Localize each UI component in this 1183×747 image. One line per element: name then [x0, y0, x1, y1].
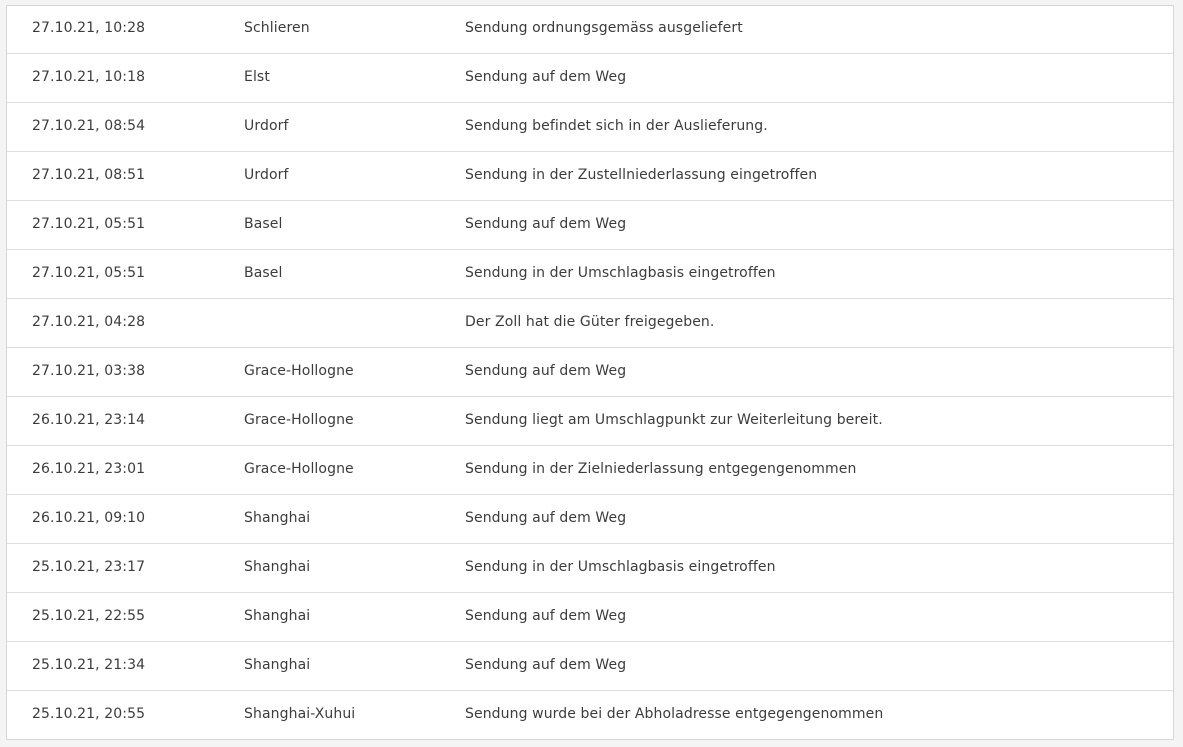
event-status: Sendung in der Zielniederlassung entgegengenommen: [465, 461, 857, 477]
event-datetime: 27.10.21, 10:28: [32, 20, 146, 36]
event-status: Sendung auf dem Weg: [465, 510, 627, 526]
event-location: Shanghai: [244, 657, 311, 673]
event-datetime: 27.10.21, 08:54: [32, 118, 146, 134]
event-location: Basel: [244, 216, 283, 232]
event-location: Schlieren: [244, 20, 310, 36]
table-row: [7, 397, 1173, 446]
event-status: Sendung in der Umschlagbasis eingetroffen: [465, 265, 776, 281]
event-datetime: 27.10.21, 08:51: [32, 167, 146, 183]
table-top-border: [6, 5, 1174, 6]
event-location: Grace-Hollogne: [244, 412, 354, 428]
event-status: Sendung wurde bei der Abholadresse entgegengenommen: [465, 706, 884, 722]
event-status: Sendung auf dem Weg: [465, 69, 627, 85]
event-status: Sendung in der Umschlagbasis eingetroffen: [465, 559, 776, 575]
event-datetime: 25.10.21, 22:55: [32, 608, 146, 624]
table-row: [7, 152, 1173, 201]
event-datetime: 27.10.21, 05:51: [32, 216, 146, 232]
table-row: [7, 593, 1173, 642]
table-row: [7, 495, 1173, 544]
table-row: [7, 544, 1173, 593]
table-row: [7, 54, 1173, 103]
tracking-history-table: [6, 5, 1174, 740]
event-status: Sendung auf dem Weg: [465, 363, 627, 379]
event-status: Sendung liegt am Umschlagpunkt zur Weiterleitung bereit.: [465, 412, 883, 428]
event-location: Shanghai-Xuhui: [244, 706, 356, 722]
event-location: Shanghai: [244, 559, 311, 575]
event-status: Sendung auf dem Weg: [465, 657, 627, 673]
table-row: [7, 642, 1173, 691]
event-location: Urdorf: [244, 167, 289, 183]
event-datetime: 25.10.21, 21:34: [32, 657, 146, 673]
table-row: [7, 691, 1173, 740]
event-location: Elst: [244, 69, 270, 85]
event-location: Shanghai: [244, 608, 311, 624]
event-status: Sendung auf dem Weg: [465, 608, 627, 624]
table-row: [7, 250, 1173, 299]
event-datetime: 26.10.21, 23:14: [32, 412, 146, 428]
table-row: [7, 348, 1173, 397]
event-location: Urdorf: [244, 118, 289, 134]
table-row: [7, 201, 1173, 250]
event-location: Grace-Hollogne: [244, 461, 354, 477]
event-location: Grace-Hollogne: [244, 363, 354, 379]
event-datetime: 25.10.21, 23:17: [32, 559, 146, 575]
event-datetime: 27.10.21, 04:28: [32, 314, 146, 330]
table-row: [7, 103, 1173, 152]
table-row: [7, 5, 1173, 54]
table-row: [7, 299, 1173, 348]
event-datetime: 27.10.21, 05:51: [32, 265, 146, 281]
event-datetime: 25.10.21, 20:55: [32, 706, 146, 722]
event-status: Der Zoll hat die Güter freigegeben.: [465, 314, 715, 330]
table-row: [7, 446, 1173, 495]
event-datetime: 27.10.21, 03:38: [32, 363, 146, 379]
event-datetime: 26.10.21, 09:10: [32, 510, 146, 526]
event-status: Sendung ordnungsgemäss ausgeliefert: [465, 20, 743, 36]
event-location: Basel: [244, 265, 283, 281]
event-datetime: 27.10.21, 10:18: [32, 69, 146, 85]
event-status: Sendung in der Zustellniederlassung eingetroffen: [465, 167, 818, 183]
event-status: Sendung auf dem Weg: [465, 216, 627, 232]
event-location: Shanghai: [244, 510, 311, 526]
event-datetime: 26.10.21, 23:01: [32, 461, 146, 477]
event-status: Sendung befindet sich in der Auslieferung.: [465, 118, 768, 134]
